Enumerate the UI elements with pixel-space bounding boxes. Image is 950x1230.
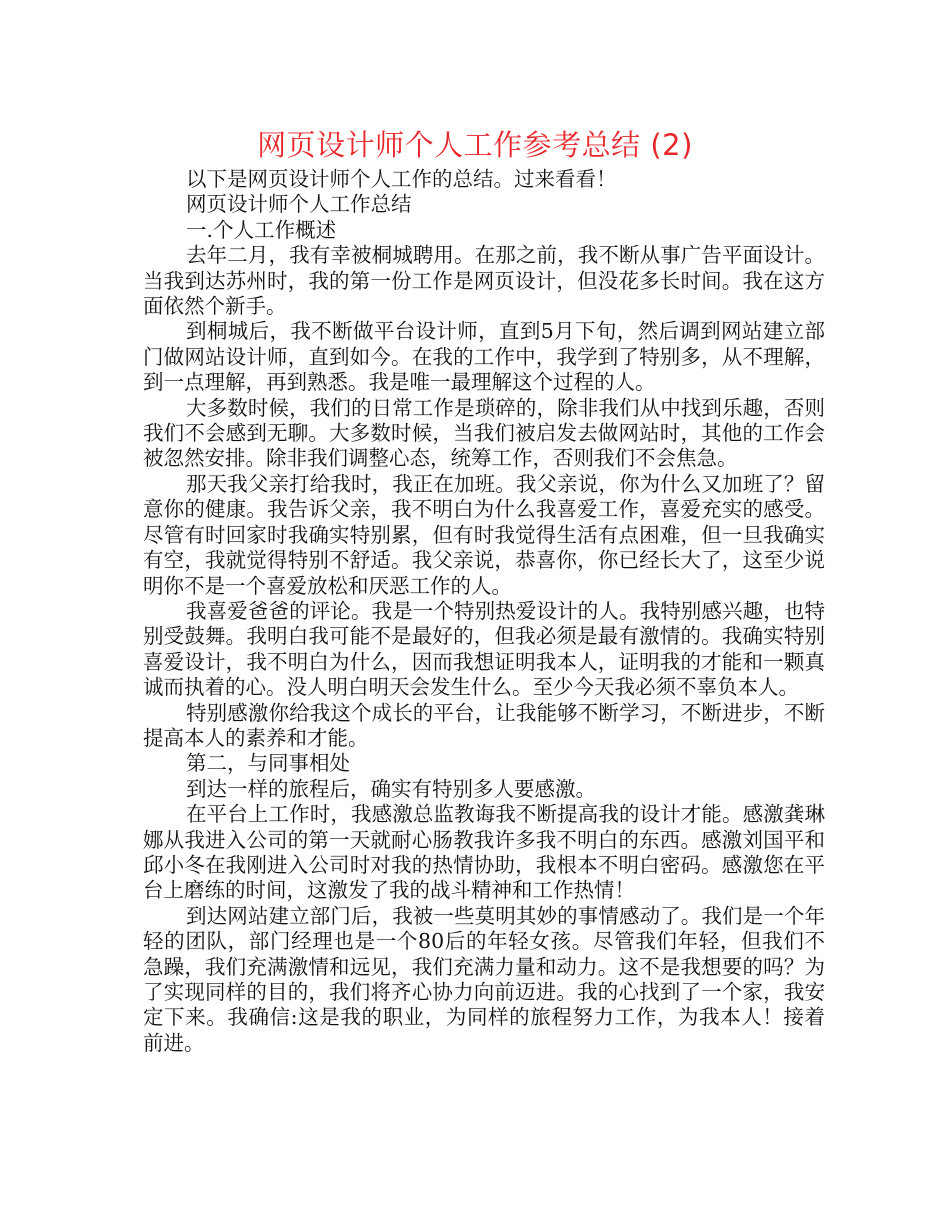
paragraph: 到桐城后，我不断做平台设计师，直到5月下旬，然后调到网站建立部门做网站设计师，直到如今。在我的工作中，我学到了特别多，从不理解，到一点理解，再到熟悉。我是唯一最理解这个过程的人。 [143,319,825,395]
paragraph: 在平台上工作时，我感激总监教诲我不断提高我的设计才能。感激龚琳娜从我进入公司的第一天就耐心肠教我许多我不明白的东西。感激刘国平和邱小冬在我刚进入公司时对我的热情协助，我根本不明白密码。感激您在平台上磨练的时间，这激发了我的战斗精神和工作热情！ [143,802,825,903]
paragraph-intro: 以下是网页设计师个人工作的总结。过来看看！ [186,167,617,191]
paragraph: 到达网站建立部门后，我被一些莫明其妙的事情感动了。我们是一个年轻的团队，部门经理也是一个80后的年轻女孩。尽管我们年轻，但我们不急躁，我们充满激情和远见，我们充满力量和动力。这不是我想要的吗？为了实现同样的目的，我们将齐心协力向前迈进。我的心找到了一个家，我安定下来。我确信:这是我的职业，为同样的旅程努力工作，为我本人！接着前进。 [143,903,825,1055]
paragraph: 到达一样的旅程后，确实有特别多人要感激。 [186,776,597,801]
section-heading-overview: 一.个人工作概述 [186,217,337,242]
paragraph: 我喜爱爸爸的评论。我是一个特别热爱设计的人。我特别感兴趣，也特别受鼓舞。我明白我可能不是最好的，但我必须是最有激情的。我确实特别喜爱设计，我不明白为什么，因而我想证明我本人，证明我的才能和一颗真诚而执着的心。没人明白明天会发生什么。至少今天我必须不辜负本人。 [143,598,825,700]
paragraph: 去年二月，我有幸被桐城聘用。在那之前，我不断从事广告平面设计。当我到达苏州时，我的第一份工作是网页设计，但没花多长时间。我在这方面依然个新手。 [143,243,825,319]
paragraph-heading: 网页设计师个人工作总结 [186,192,412,217]
document-title: 网页设计师个人工作参考总结 (2) [257,128,693,162]
paragraph: 大多数时候，我们的日常工作是琐碎的，除非我们从中找到乐趣，否则我们不会感到无聊。大多数时候，当我们被启发去做网站时，其他的工作会被忽然安排。除非我们调整心态，统筹工作，否则我们不会焦急。 [143,395,825,471]
document-body [143,167,825,1056]
paragraph: 那天我父亲打给我时，我正在加班。我父亲说，你为什么又加班了？留意你的健康。我告诉父亲，我不明白为什么我喜爱工作，喜爱充实的感受。尽管有时回家时我确实特别累，但有时我觉得生活有点困难，但一旦我确实有空，我就觉得特别不舒适。我父亲说，恭喜你，你已经长大了，这至少说明你不是一个喜爱放松和厌恶工作的人。 [143,471,825,598]
section-heading-colleagues: 第二，与同事相处 [186,751,351,776]
paragraph: 特别感激你给我这个成长的平台，让我能够不断学习，不断进步，不断提高本人的素养和才能。 [143,700,825,750]
